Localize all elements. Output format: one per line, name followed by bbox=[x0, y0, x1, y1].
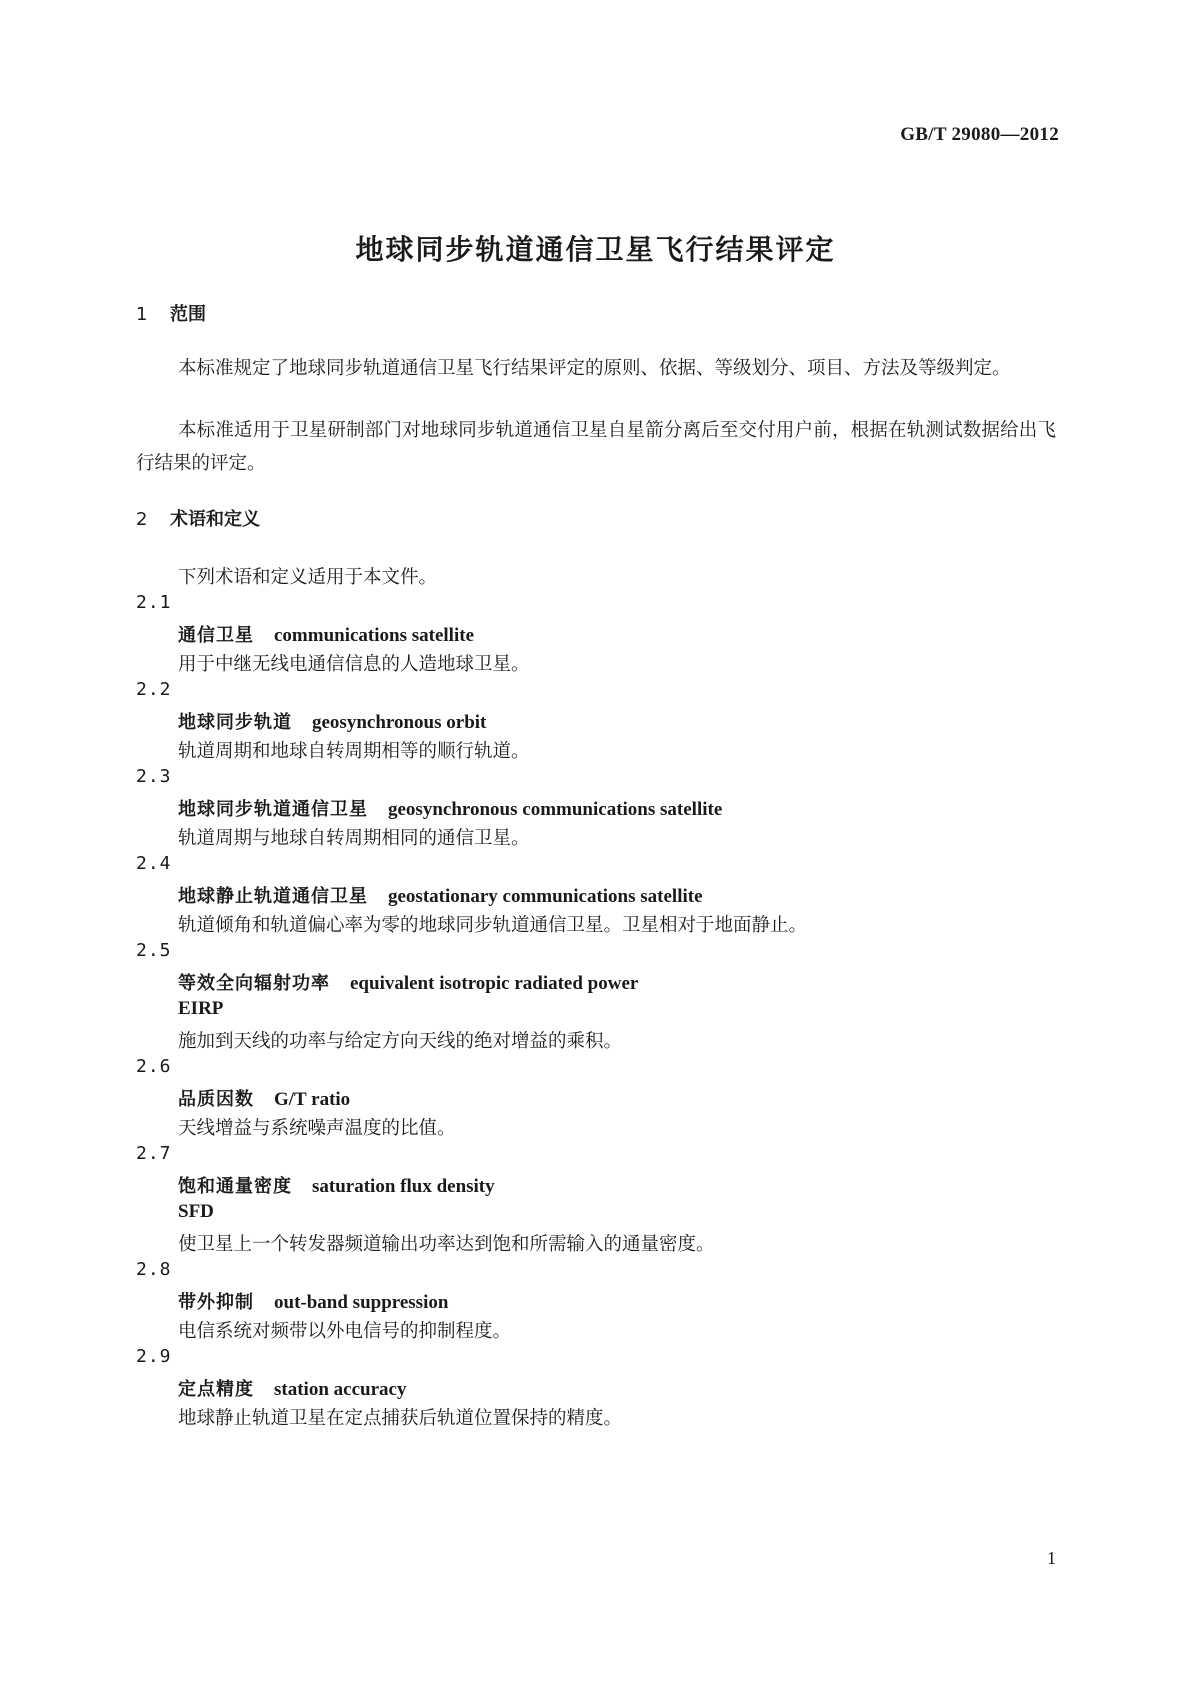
section-2-heading bbox=[136, 505, 260, 531]
term-chinese: 定点精度 bbox=[178, 1379, 254, 1400]
term-number: 2.9 bbox=[136, 1346, 172, 1367]
term-english: G/T ratio bbox=[274, 1089, 351, 1110]
term-chinese: 地球同步轨道通信卫星 bbox=[178, 799, 368, 820]
term-number: 2.1 bbox=[136, 592, 172, 613]
section-2-title: 术语和定义 bbox=[170, 509, 260, 530]
section-2-number: 2 bbox=[136, 509, 148, 530]
term-chinese: 通信卫星 bbox=[178, 625, 254, 646]
term-line bbox=[178, 969, 638, 995]
term-line bbox=[178, 1172, 495, 1198]
term-chinese: 带外抑制 bbox=[178, 1292, 254, 1313]
term-definition: 轨道周期和地球自转周期相等的顺行轨道。 bbox=[178, 741, 530, 762]
term-definition: 地球静止轨道卫星在定点捕获后轨道位置保持的精度。 bbox=[178, 1408, 623, 1429]
term-chinese: 地球静止轨道通信卫星 bbox=[178, 886, 368, 907]
term-line bbox=[178, 621, 474, 647]
term-english: geosynchronous communications satellite bbox=[388, 799, 723, 820]
term-line bbox=[178, 708, 486, 734]
term-definition: 天线增益与系统噪声温度的比值。 bbox=[178, 1118, 456, 1139]
term-definition: 使卫星上一个转发器频道输出功率达到饱和所需输入的通量密度。 bbox=[178, 1234, 715, 1255]
term-definition: 轨道周期与地球自转周期相同的通信卫星。 bbox=[178, 828, 530, 849]
term-abbreviation: SFD bbox=[178, 1201, 214, 1222]
term-line bbox=[178, 795, 722, 821]
term-number: 2.2 bbox=[136, 679, 172, 700]
term-english: geostationary communications satellite bbox=[388, 886, 703, 907]
term-line bbox=[178, 1085, 350, 1111]
term-line bbox=[178, 1375, 406, 1401]
term-line bbox=[178, 1288, 448, 1314]
section-1-paragraph-2: 本标准适用于卫星研制部门对地球同步轨道通信卫星自星箭分离后至交付用户前，根据在轨测试数据给出飞行结果的评定。 bbox=[136, 420, 1056, 474]
term-definition: 轨道倾角和轨道偏心率为零的地球同步轨道通信卫星。卫星相对于地面静止。 bbox=[178, 915, 808, 936]
term-number: 2.8 bbox=[136, 1259, 172, 1280]
term-number: 2.5 bbox=[136, 940, 172, 961]
term-number: 2.4 bbox=[136, 853, 172, 874]
term-definition: 用于中继无线电通信信息的人造地球卫星。 bbox=[178, 654, 530, 675]
term-chinese: 饱和通量密度 bbox=[178, 1176, 292, 1197]
term-definition: 施加到天线的功率与给定方向天线的绝对增益的乘积。 bbox=[178, 1031, 623, 1052]
page-number: 1 bbox=[1047, 1548, 1056, 1568]
term-number: 2.7 bbox=[136, 1143, 172, 1164]
section-1-number: 1 bbox=[136, 304, 148, 325]
term-english: out-band suppression bbox=[274, 1292, 449, 1313]
term-english: saturation flux density bbox=[312, 1176, 495, 1197]
term-chinese: 等效全向辐射功率 bbox=[178, 973, 330, 994]
section-1-heading bbox=[136, 300, 206, 326]
term-english: equivalent isotropic radiated power bbox=[350, 973, 639, 994]
term-english: station accuracy bbox=[274, 1379, 407, 1400]
term-line bbox=[178, 882, 703, 908]
document-title: 地球同步轨道通信卫星飞行结果评定 bbox=[355, 233, 836, 266]
term-abbreviation: EIRP bbox=[178, 998, 224, 1019]
standard-code: GB/T 29080—2012 bbox=[900, 124, 1059, 145]
term-english: communications satellite bbox=[274, 625, 475, 646]
section-1-title: 范围 bbox=[170, 304, 206, 325]
term-chinese: 品质因数 bbox=[178, 1089, 254, 1110]
term-chinese: 地球同步轨道 bbox=[178, 712, 292, 733]
section-2-intro: 下列术语和定义适用于本文件。 bbox=[178, 567, 438, 588]
section-1-paragraph-1: 本标准规定了地球同步轨道通信卫星飞行结果评定的原则、依据、等级划分、项目、方法及等级判定。 bbox=[178, 358, 1011, 379]
term-english: geosynchronous orbit bbox=[312, 712, 487, 733]
term-number: 2.3 bbox=[136, 766, 172, 787]
term-definition: 电信系统对频带以外电信号的抑制程度。 bbox=[178, 1321, 512, 1342]
term-number: 2.6 bbox=[136, 1056, 172, 1077]
